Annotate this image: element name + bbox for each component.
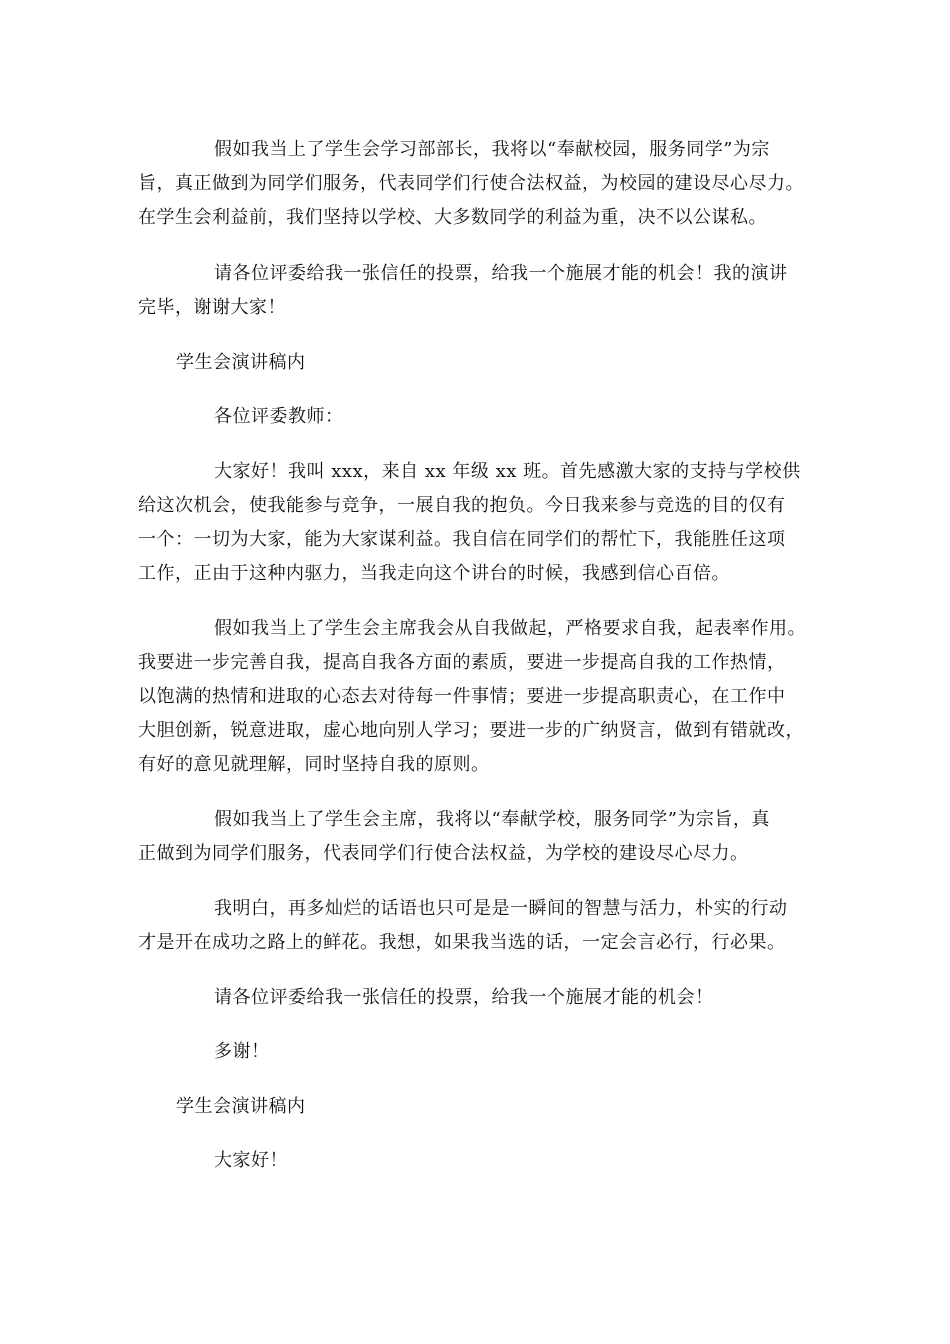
text-line: 大胆创新，锐意进取，虚心地向别人学习；要进一步的广纳贤言，做到有错就改， [138,720,804,741]
section-heading: 学生会演讲稿内 [176,352,306,373]
text-line: 大家好！我叫 xxx，来自 xx 年级 xx 班。首先感激大家的支持与学校供 [214,461,801,482]
text-line: 完毕，谢谢大家！ [138,297,286,318]
text-line: 请各位评委给我一张信任的投票，给我一个施展才能的机会！我的演讲 [214,263,788,284]
text-line: 工作，正由于这种内驱力，当我走向这个讲台的时候，我感到信心百倍。 [138,563,730,584]
text-line: 才是开在成功之路上的鲜花。我想，如果我当选的话，一定会言必行，行必果。 [138,932,786,953]
section-heading: 学生会演讲稿内 [176,1096,306,1117]
salutation: 大家好！ [214,1150,288,1171]
text-line: 以饱满的热情和进取的心态去对待每一件事情；要进一步提高职责心，在工作中 [138,686,786,707]
text-line: 我要进一步完善自我，提高自我各方面的素质，要进一步提高自我的工作热情， [138,652,786,673]
text-line: 旨，真正做到为同学们服务，代表同学们行使合法权益，为校园的建设尽心尽力。 [138,173,804,194]
text-line: 给这次机会，使我能参与竞争，一展自我的抱负。今日我来参与竞选的目的仅有 [138,495,786,516]
text-line: 假如我当上了学生会主席，我将以“奉献学校，服务同学”为宗旨，真 [214,809,770,830]
text-line: 有好的意见就理解，同时坚持自我的原则。 [138,754,490,775]
salutation: 各位评委教师： [214,406,344,427]
text-line: 正做到为同学们服务，代表同学们行使合法权益，为学校的建设尽心尽力。 [138,843,749,864]
text-line: 假如我当上了学生会主席我会从自我做起，严格要求自我，起表率作用。 [214,618,806,639]
text-line: 一个：一切为大家，能为大家谋利益。我自信在同学们的帮忙下，我能胜任这项 [138,529,786,550]
text-line: 我明白，再多灿烂的话语也只可是是一瞬间的智慧与活力，朴实的行动 [214,898,788,919]
text-line: 请各位评委给我一张信任的投票，给我一个施展才能的机会！ [214,987,714,1008]
text-line: 多谢！ [214,1041,270,1062]
text-line: 在学生会利益前，我们坚持以学校、大多数同学的利益为重，决不以公谋私。 [138,207,767,228]
text-line: 假如我当上了学生会学习部部长，我将以“奉献校园，服务同学”为宗 [214,139,770,160]
